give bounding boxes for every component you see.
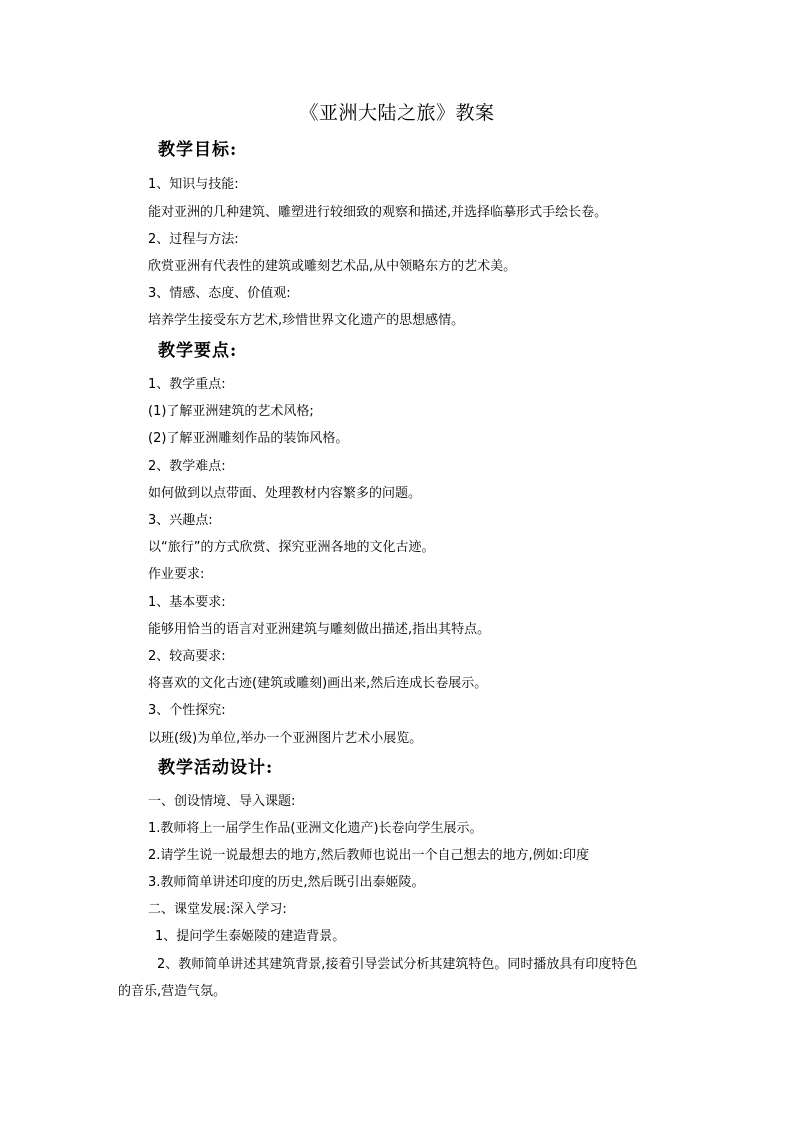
text-line: 2、教学难点:: [148, 459, 226, 474]
text-line: 3、个性探究:: [148, 703, 226, 718]
text-line: 3、兴趣点:: [148, 513, 213, 528]
heading-teaching-key-points: 教学要点:: [158, 341, 238, 361]
text-line: 2.请学生说一说最想去的地方,然后教师也说出一个自己想去的地方,例如:印度: [148, 848, 590, 863]
text-line: 能够用恰当的语言对亚洲建筑与雕刻做出描述,指出其特点。: [148, 622, 491, 637]
text-line: 3.教师简单讲述印度的历史,然后既引出泰姬陵。: [148, 875, 425, 890]
text-line: 以“旅行”的方式欣赏、探究亚洲各地的文化古迹。: [148, 540, 435, 555]
text-line: 2、教师简单讲述其建筑背景,接着引导尝试分析其建筑特色。同时播放具有印度特色: [157, 957, 638, 972]
text-line: 1、教学重点:: [148, 377, 226, 392]
document-title: 《亚洲大陆之旅》教案: [299, 102, 495, 124]
text-line: 二、课堂发展:深入学习:: [148, 902, 287, 917]
text-line: 以班(级)为单位,举办一个亚洲图片艺术小展览。: [148, 731, 423, 746]
text-line: 培养学生接受东方艺术,珍惜世界文化遗产的思想感情。: [148, 313, 465, 328]
text-line: (2)了解亚洲雕刻作品的装饰风格。: [148, 431, 349, 446]
heading-teaching-objectives: 教学目标:: [158, 140, 238, 160]
text-line: 如何做到以点带面、处理教材内容繁多的问题。: [148, 486, 422, 501]
text-line: 1、知识与技能:: [148, 177, 239, 192]
heading-teaching-activity-design: 教学活动设计:: [158, 758, 274, 778]
text-line: 能对亚洲的几种建筑、雕塑进行较细致的观察和描述,并选择临摹形式手绘长卷。: [148, 205, 608, 220]
text-line: 1、基本要求:: [148, 595, 226, 610]
text-line: 1.教师将上一届学生作品(亚洲文化遗产)长卷向学生展示。: [148, 821, 483, 836]
text-line: 一、创设情境、导入课题:: [148, 794, 296, 809]
text-line: 1、提问学生泰姬陵的建造背景。: [155, 929, 346, 944]
text-line: 的音乐,营造气氛。: [118, 984, 227, 999]
text-line: 3、情感、态度、价值观:: [148, 286, 291, 301]
text-line: 2、较高要求:: [148, 649, 226, 664]
text-line: 将喜欢的文化古迹(建筑或雕刻)画出来,然后连成长卷展示。: [148, 676, 488, 691]
text-line: (1)了解亚洲建筑的艺术风格;: [148, 404, 314, 419]
text-line: 欣赏亚洲有代表性的建筑或雕刻艺术品,从中领略东方的艺术美。: [148, 259, 517, 274]
text-line: 2、过程与方法:: [148, 232, 239, 247]
text-line: 作业要求:: [148, 567, 205, 582]
